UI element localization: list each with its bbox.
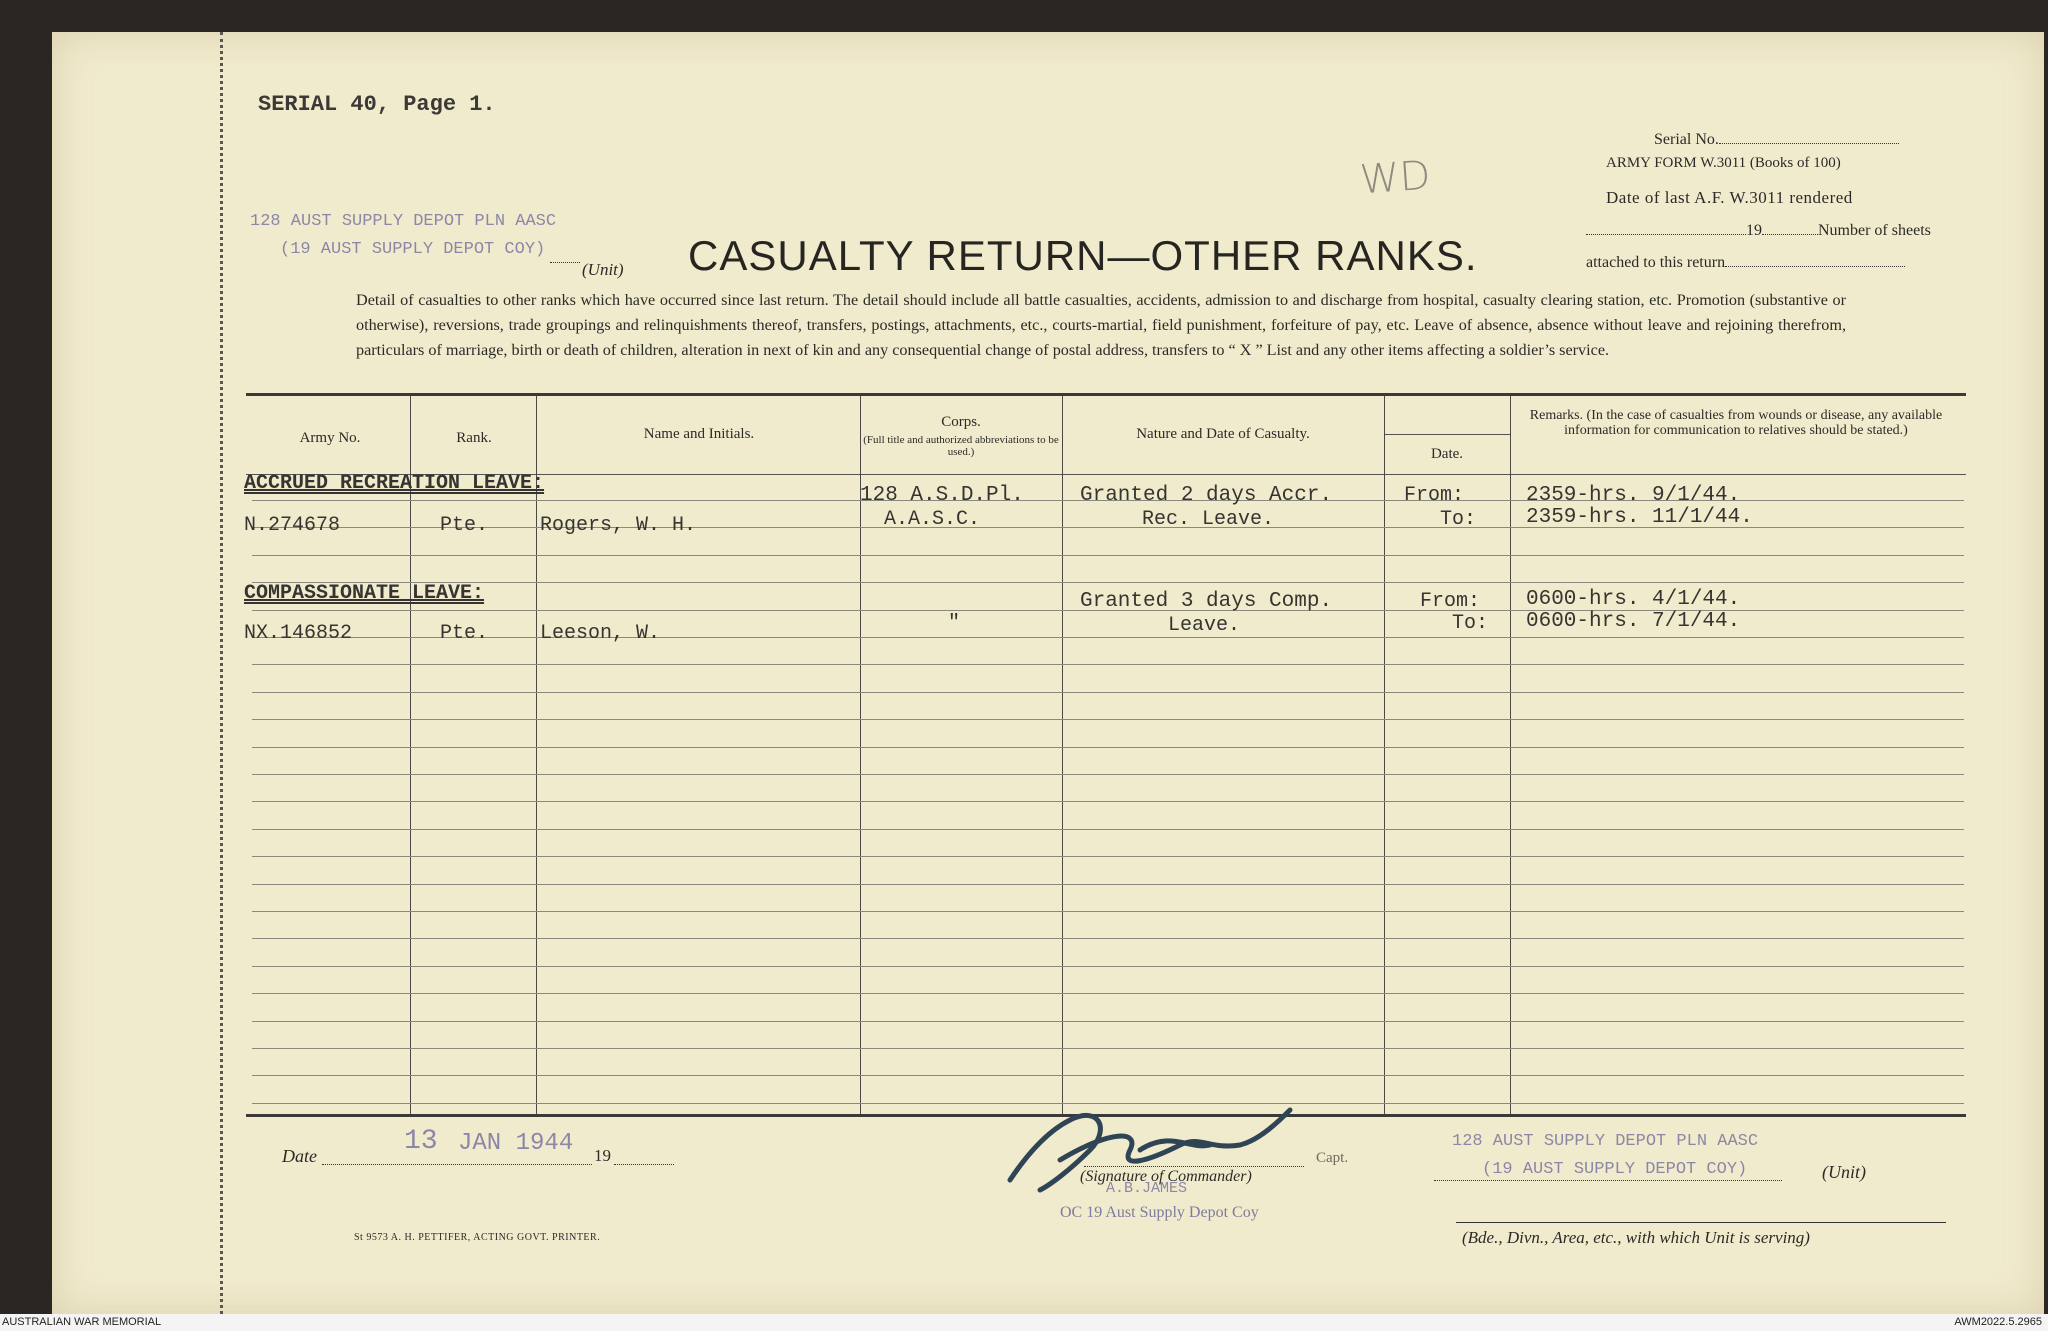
date-last-label: Date of last A.F. W.3011 rendered	[1606, 188, 1853, 207]
row1-nature-line2: Rec. Leave.	[1142, 508, 1275, 531]
unit-stamp-top-line1: 128 AUST SUPPLY DEPOT PLN AASC	[250, 212, 557, 231]
army-form-label: ARMY FORM W.3011 (Books of 100)	[1606, 155, 1841, 171]
row1-nature-line1: Granted 2 days Accr.	[1080, 484, 1333, 507]
row-rule	[252, 966, 1964, 967]
serial-header: SERIAL 40, Page 1.	[258, 92, 496, 117]
date-nineteen: 19	[594, 1146, 611, 1165]
date-year-fill-line	[614, 1164, 674, 1165]
col-nature: Nature and Date of Casualty.	[1136, 426, 1310, 442]
row1-to-label: To:	[1440, 508, 1477, 531]
col-army-no: Army No.	[299, 430, 361, 446]
row-rule	[252, 1075, 1964, 1076]
row-rule	[252, 582, 1964, 583]
perforation-line	[220, 32, 223, 1314]
section-accrued-leave: ACCRUED RECREATION LEAVE:	[244, 472, 545, 495]
row2-to-label: To:	[1452, 612, 1489, 635]
row2-name: Leeson, W.	[540, 622, 661, 645]
unit-bottom-fill-line	[1434, 1180, 1782, 1181]
archive-right: AWM2022.5.2965	[1954, 1316, 2042, 1328]
row-rule	[252, 1021, 1964, 1022]
col-corps-note: (Full title and authorized abbreviations to be used.)	[863, 434, 1059, 458]
unit-stamp-bottom-line2: (19 AUST SUPPLY DEPOT COY)	[1482, 1160, 1748, 1179]
col-name: Name and Initials.	[643, 426, 755, 442]
capt-label: Capt.	[1316, 1150, 1349, 1166]
row-rule	[252, 692, 1964, 693]
row1-name: Rogers, W. H.	[540, 514, 697, 537]
row-rule	[252, 911, 1964, 912]
date-header-rule	[1384, 434, 1510, 435]
col-corps: Corps.	[941, 414, 981, 430]
signer-title: OC 19 Aust Supply Depot Coy	[1060, 1204, 1259, 1221]
row1-corps-line1: 128 A.S.D.Pl.	[860, 484, 1024, 507]
row-rule	[252, 993, 1964, 994]
signature-fill-line	[1084, 1166, 1304, 1167]
section-compassionate-leave: COMPASSIONATE LEAVE:	[244, 582, 485, 605]
signer-name: A.B.JAMES	[1106, 1180, 1188, 1197]
col-rank: Rank.	[456, 430, 492, 446]
nineteen-sheets-line: 19 Number of sheets	[1586, 222, 1931, 240]
col-remarks: Remarks. (In the case of casualties from wounds or disease, any available information for communication to relatives should be stated.)	[1529, 408, 1943, 438]
handwritten-wd: WD	[1358, 152, 1432, 204]
row-rule	[252, 747, 1964, 748]
col-date: Date.	[1430, 446, 1464, 462]
col-divider-1	[410, 396, 411, 1114]
row2-nature-line2: Leave.	[1168, 614, 1241, 637]
signature-label: (Signature of Commander)	[1080, 1168, 1252, 1185]
unit-stamp-bottom-line1: 128 AUST SUPPLY DEPOT PLN AASC	[1452, 1132, 1759, 1151]
attached-line: attached to this return	[1586, 254, 1905, 272]
archive-left: AUSTRALIAN WAR MEMORIAL	[2, 1316, 162, 1328]
row-rule	[252, 1048, 1964, 1049]
row-rule	[252, 664, 1964, 665]
unit-stamp-top-line2: (19 AUST SUPPLY DEPOT COY)	[280, 240, 546, 259]
bde-fill-line	[1456, 1222, 1946, 1223]
row1-from-label: From:	[1404, 484, 1465, 507]
col-divider-2	[536, 396, 537, 1114]
instructions-paragraph: Detail of casualties to other ranks which have occurred since last return. The detail should include all battle casualties, accidents, admission to and discharge from hospital, casualty clearing station, etc. Promotion (substantive or otherwise), reversions, trade groupings and relinquishments thereof, transfers, postings, attachments, etc., courts-martial, field punishment, forfeiture of pay, etc. Leave of absence, absence without leave and rejoining therefrom, particulars of marriage, birth or death of children, alteration in next of kin and any consequential change of postal address, transfers to “ X ” List and any other items affecting a soldier’s service.	[356, 291, 1846, 359]
row2-corps-ditto: "	[948, 612, 961, 635]
row1-rank: Pte.	[440, 514, 489, 537]
row-rule	[252, 719, 1964, 720]
archive-strip	[0, 1314, 2048, 1331]
row1-army-no: N.274678	[244, 514, 341, 537]
row1-remark-line1: 2359-hrs. 9/1/44.	[1526, 484, 1741, 507]
row1-remark-line2: 2359-hrs. 11/1/44.	[1526, 506, 1753, 529]
date-stamp-day: 13	[404, 1126, 438, 1157]
row-rule	[252, 801, 1964, 802]
row-rule	[252, 774, 1964, 775]
printer-imprint: St 9573 A. H. PETTIFER, ACTING GOVT. PRINTER.	[354, 1232, 601, 1243]
row-rule	[252, 884, 1964, 885]
row1-corps-line2: A.A.S.C.	[884, 508, 981, 531]
date-label: Date	[282, 1146, 317, 1166]
row-rule	[252, 856, 1964, 857]
row-rule	[252, 555, 1964, 556]
row-rule	[252, 637, 1964, 638]
col-divider-4	[1062, 396, 1063, 1114]
bde-label: (Bde., Divn., Area, etc., with which Unit is serving)	[1462, 1228, 1810, 1247]
row2-army-no: NX.146852	[244, 622, 353, 645]
row2-nature-line1: Granted 3 days Comp.	[1080, 590, 1333, 613]
date-fill-line	[322, 1164, 592, 1165]
unit-label: (Unit)	[582, 260, 624, 279]
serial-no-label: Serial No.	[1654, 131, 1899, 149]
row-rule	[252, 938, 1964, 939]
col-divider-5	[1384, 396, 1385, 1114]
table-top-rule	[246, 393, 1966, 396]
unit-bottom-label: (Unit)	[1822, 1162, 1866, 1182]
row-rule	[252, 829, 1964, 830]
page-title: CASUALTY RETURN—OTHER RANKS.	[688, 232, 1478, 279]
date-stamp-month: JAN 1944	[458, 1130, 574, 1157]
unit-fill-line	[550, 262, 580, 263]
col-divider-6	[1510, 396, 1511, 1114]
row2-remark-line2: 0600-hrs. 7/1/44.	[1526, 610, 1741, 633]
row2-remark-line1: 0600-hrs. 4/1/44.	[1526, 588, 1741, 611]
row2-rank: Pte.	[440, 622, 489, 645]
row2-from-label: From:	[1420, 590, 1481, 613]
